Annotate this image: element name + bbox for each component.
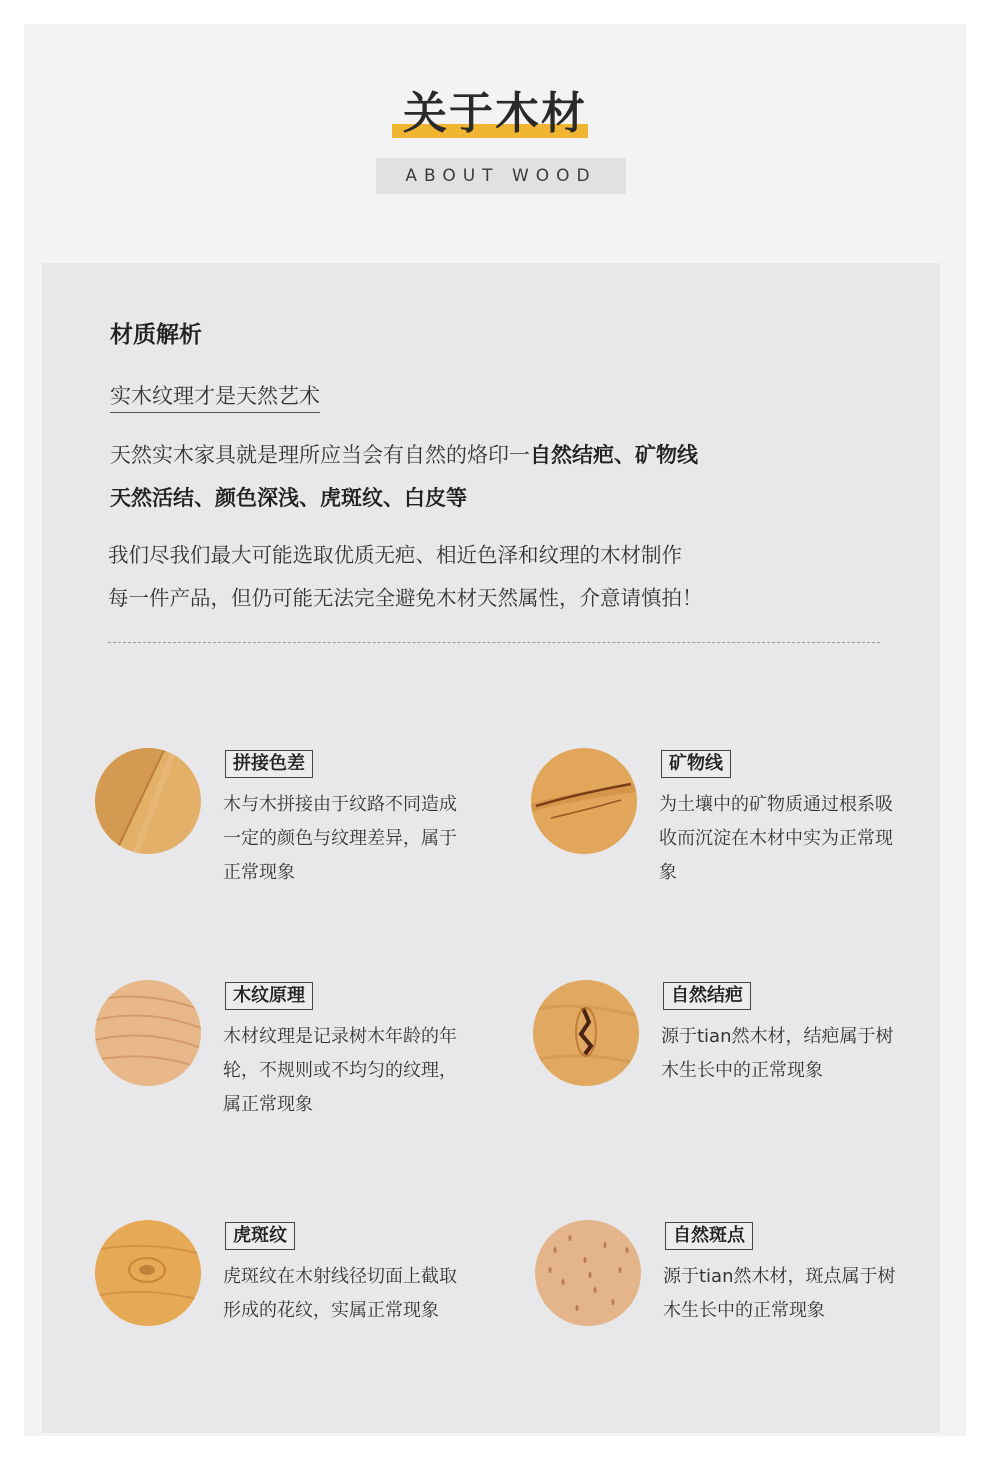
feature-description: 为土壤中的矿物质通过根系吸收而沉淀在木材中实为正常现象 (659, 794, 893, 883)
mineral-line-icon (531, 748, 637, 854)
feature-description: 木材纹理是记录树木年龄的年轮，不规则或不均匀的纹理，属正常现象 (223, 1026, 457, 1115)
divider-line (108, 642, 880, 643)
para1-bold-text-1: 自然结疤、矿物线 (530, 443, 698, 467)
feature-tag: 虎斑纹 (225, 1222, 295, 1250)
wood-feature-item (95, 748, 475, 898)
page-subtitle: ABOUT WOOD (376, 158, 626, 194)
section-title: 材质解析 (110, 322, 202, 348)
para2-line-2: 每一件产品，但仍可能无法完全避免木材天然属性，介意请慎拍！ (108, 586, 703, 610)
page-title: 关于木材 (403, 88, 587, 139)
intro-paragraph-1 (110, 434, 890, 520)
feature-tag: 矿物线 (661, 750, 731, 778)
para1-bold-text-2: 天然活结、颜色深浅、虎斑纹、白皮等 (110, 486, 467, 510)
feature-description: 源于tian然木材，结疤属于树木生长中的正常现象 (661, 1026, 894, 1081)
feature-tag: 自然斑点 (665, 1222, 753, 1250)
wood-feature-item (95, 980, 475, 1130)
intro-paragraph-2 (108, 534, 888, 620)
feature-description: 虎斑纹在木射线径切面上截取形成的花纹，实属正常现象 (223, 1266, 457, 1321)
wood-feature-item (531, 748, 911, 898)
feature-description: 木与木拼接由于纹路不同造成一定的颜色与纹理差异，属于正常现象 (223, 794, 457, 883)
wood-feature-item (95, 1220, 475, 1370)
para1-normal-text: 天然实木家具就是理所应当会有自然的烙印一 (110, 443, 530, 467)
feature-tag: 木纹原理 (225, 982, 313, 1010)
tiger-stripe-icon (95, 1220, 201, 1326)
wood-splice-icon (95, 748, 201, 854)
wood-feature-item (533, 980, 913, 1130)
natural-spot-icon (535, 1220, 641, 1326)
knot-scar-icon (533, 980, 639, 1086)
wood-feature-item (535, 1220, 915, 1370)
section-subtitle: 实木纹理才是天然艺术 (110, 380, 320, 413)
feature-description: 源于tian然木材，斑点属于树木生长中的正常现象 (663, 1266, 896, 1321)
feature-tag: 自然结疤 (663, 982, 751, 1010)
feature-tag: 拼接色差 (225, 750, 313, 778)
para2-line-1: 我们尽我们最大可能选取优质无疤、相近色泽和纹理的木材制作 (108, 543, 682, 567)
wood-grain-icon (95, 980, 201, 1086)
